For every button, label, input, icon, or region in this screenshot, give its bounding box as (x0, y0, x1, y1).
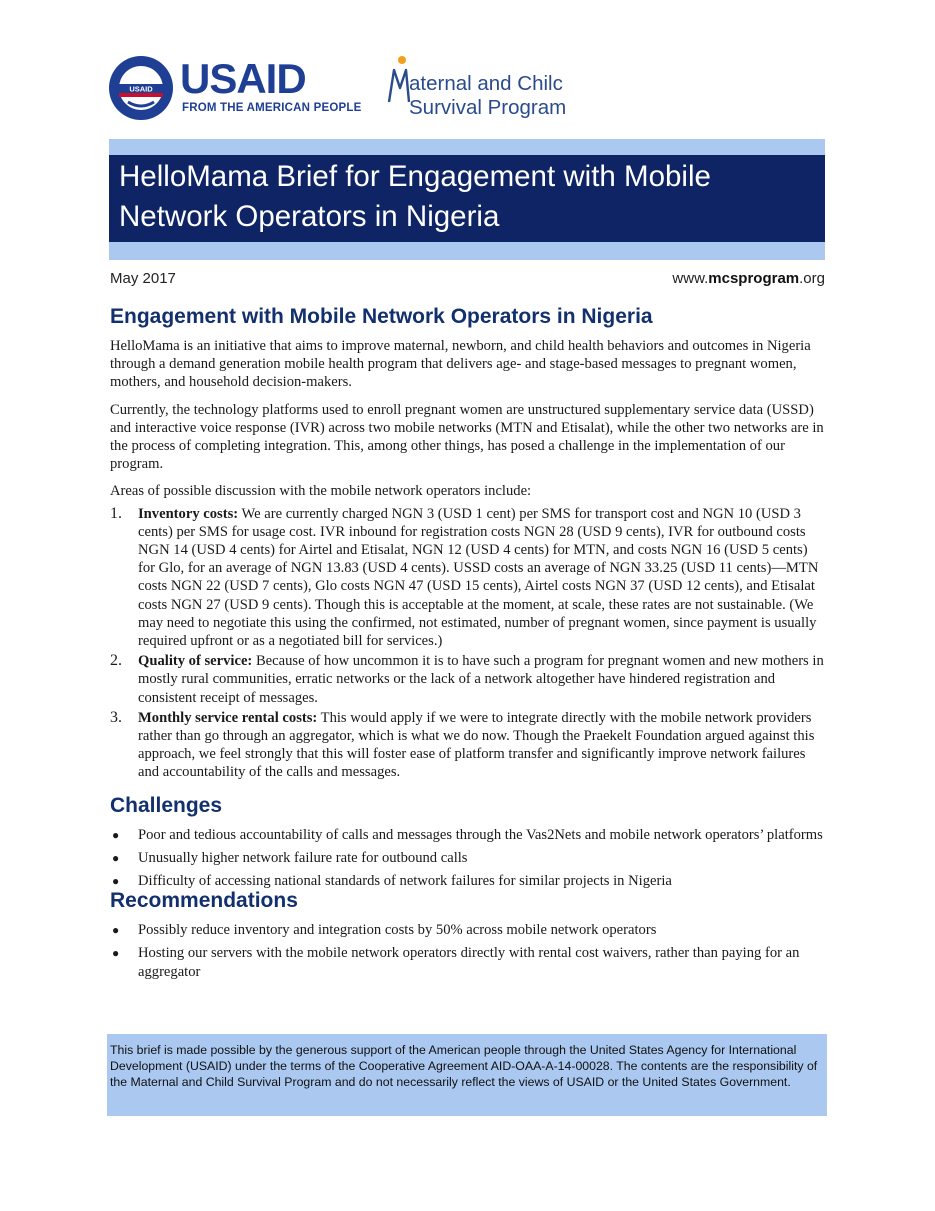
section-heading-challenges: Challenges (110, 793, 223, 817)
usaid-seal-icon (108, 55, 174, 121)
list-item: ● Poor and tedious accountability of calls and messages through the Vas2Nets and mobile network operators’ platforms (112, 826, 823, 843)
bullet-icon: ● (112, 874, 120, 889)
discussion-list (110, 505, 826, 782)
context-paragraph: Currently, the technology platforms used to enroll pregnant women are unstructured supplementary service data (USSD) and interactive voice response (IVR) across two mobile networks (MTN and Etisalat), while the other two networks are in the process of completing integration. This, among other things, has posed a challenge in the implementation of our program. (110, 401, 824, 473)
title-band-top (109, 139, 825, 155)
intro-paragraph: HelloMama is an initiative that aims to improve maternal, newborn, and child health behaviors and outcomes in Nigeria through a demand generation mobile health program that delivers age- and stage-based messages to pregnant women, mothers, and household decision-makers. (110, 338, 811, 391)
list-item: ● Hosting our servers with the mobile network operators directly with rental cost waivers, rather than paying for an aggregator (112, 945, 800, 980)
usaid-wordmark: USAID (180, 55, 306, 102)
bullet-icon: ● (112, 923, 120, 938)
usaid-logo (108, 55, 362, 125)
document-title: HelloMama Brief for Engagement with Mobile Network Operators in Nigeria (119, 160, 711, 233)
bullet-icon: ● (112, 946, 120, 961)
list-item: ● Difficulty of accessing national standards of network failures for similar projects in Nigeria (112, 873, 672, 890)
website-link[interactable]: www.mcsprogram.org (672, 270, 825, 287)
mcsp-line1: aternal and Chilc (409, 72, 563, 95)
mcsp-line2: Survival Program (409, 96, 567, 119)
mcsp-logo (385, 52, 570, 124)
list-item: ● Possibly reduce inventory and integration costs by 50% across mobile network operators (112, 922, 657, 939)
list-item: 2. Quality of service: Because of how uncommon it is to have such a program for pregnant women and new mothers in mostly rural communities, erratic networks or the lack of a network altogether have hindered registration and consistent receipt of messages. (110, 652, 824, 706)
footer-disclaimer: This brief is made possible by the generous support of the American people through the United States Agency for International Development (USAID) under the terms of the Cooperative Agreement AID-OAA-A-14-00028. The contents are the responsibility of the Maternal and Child Survival Program and do not necessarily reflect the views of USAID or the United States Government. (110, 1043, 818, 1089)
title-banner (109, 155, 825, 242)
footer-disclaimer-box (107, 1034, 827, 1116)
list-item: 1. Inventory costs: We are currently charged NGN 3 (USD 1 cent) per SMS for transport cost and NGN 10 (USD 3 cents) per SMS for usage cost. IVR inbound for registration costs NGN 28 (USD 9 cents), IVR for outbound costs NGN 14 (USD 4 cents) for Airtel and Etisalat, NGN 12 (USD 4 cents) for MTN, and costs NGN 16 (USD 5 cents) for Glo, for an average of NGN 13.83 (USD 4 cents). USSD costs an average of NGN 33.25 (USD 11 cents)—MTN costs NGN 22 (USD 7 cents), Glo costs NGN 47 (USD 15 cents), Airtel costs NGN 37 (USD 12 cents), and Etisalat costs NGN 27 (USD 9 cents). Though this is acceptable at the moment, at scale, these rates are not sustainable. (We may need to negotiate this using the confirmed, not estimated, number of pregnant women, since payment is usually required upfront or as a negotiated bill for services.) (110, 504, 819, 650)
section-heading-recommendations: Recommendations (110, 889, 298, 913)
recommendations-list (110, 921, 826, 981)
list-item: 3. Monthly service rental costs: This would apply if we were to integrate directly with the mobile network providers rather than go through an aggregator, which is what we do now. Though the Praekelt Foundation argued against this approach, we feel strongly that this will foster ease of platform transfer and significantly improve network failures and accountability of the calls and messages. (110, 708, 815, 781)
usaid-seal-label: USAID (129, 84, 153, 94)
usaid-tagline: FROM THE AMERICAN PEOPLE (182, 102, 362, 114)
document-date: May 2017 (110, 270, 176, 287)
title-band-bottom (109, 242, 825, 260)
discussion-intro: Areas of possible discussion with the mobile network operators include: (110, 483, 532, 500)
main-content (110, 303, 826, 986)
bullet-icon: ● (112, 850, 120, 865)
section-heading-engagement: Engagement with Mobile Network Operators in Nigeria (110, 305, 653, 328)
list-item: ● Unusually higher network failure rate for outbound calls (112, 849, 468, 866)
bullet-icon: ● (112, 827, 120, 842)
challenges-list (110, 826, 826, 891)
